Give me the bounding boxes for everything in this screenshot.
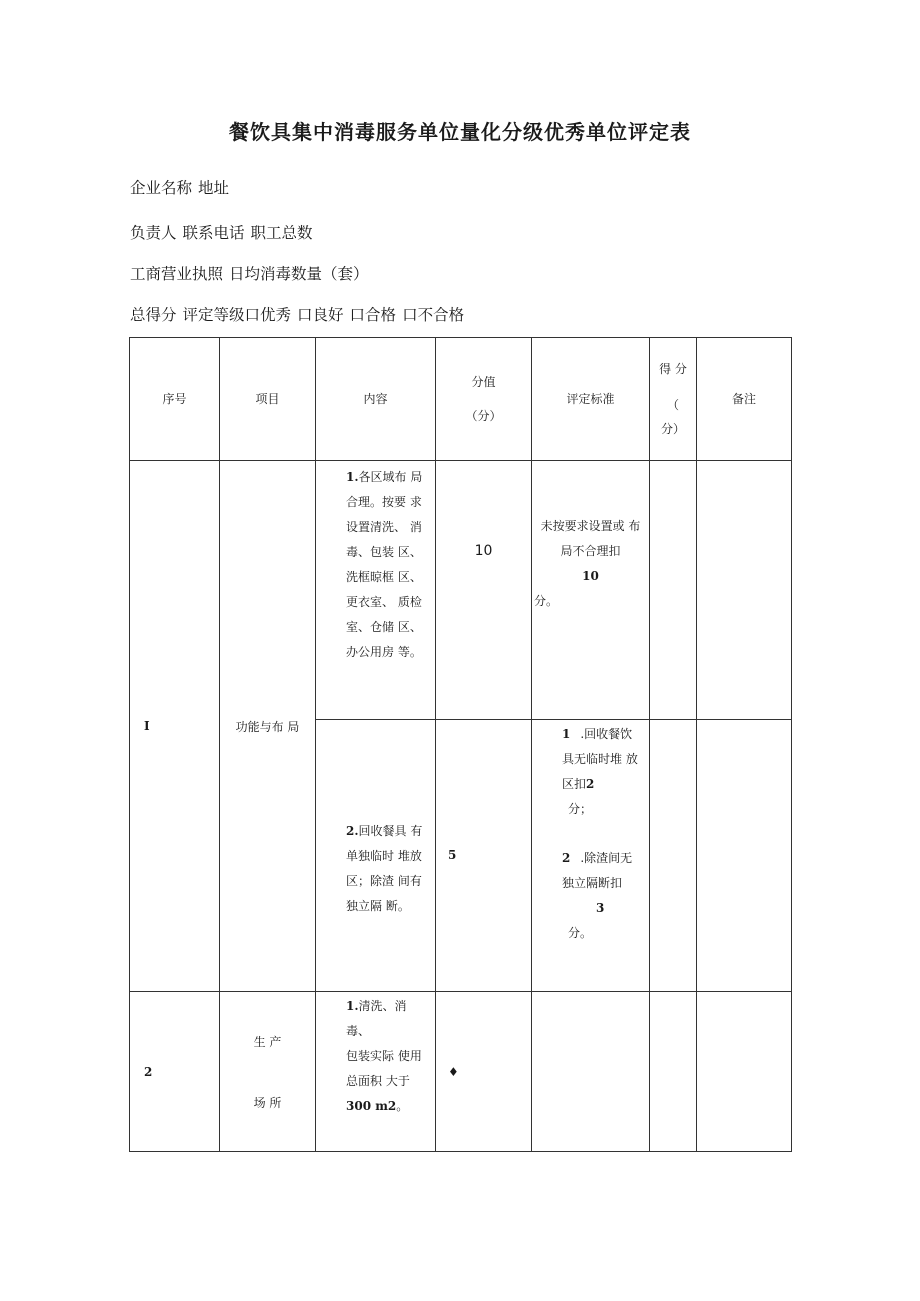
criteria-tail: 分。 (568, 926, 593, 940)
content-lines (346, 819, 433, 919)
header-seq: 序号 (130, 338, 220, 461)
row-seq-text: 2 (144, 1064, 153, 1079)
criteria-line: 未按要求设置或 布 (540, 519, 641, 533)
row-item (220, 461, 316, 992)
criteria-points: 10 (582, 569, 599, 583)
info-line-grade (130, 303, 470, 325)
label-staff-count: 职工总数 (250, 224, 313, 242)
row-content (316, 992, 436, 1152)
criteria-text: .除渣间无 (580, 851, 633, 865)
row-item (220, 992, 316, 1152)
row-score-got (650, 461, 697, 720)
row-criteria (532, 461, 650, 720)
info-line-company (130, 176, 235, 198)
label-person-in-charge: 负责人 (130, 224, 177, 242)
content-line: 洗框晾框 区、 (346, 570, 422, 584)
row-score (436, 992, 532, 1152)
table-row (130, 461, 792, 720)
content-line: 单独临时 堆放 (346, 848, 422, 863)
row-score (436, 461, 532, 720)
row-remark (697, 461, 792, 720)
header-score-value-unit: （分） (465, 409, 502, 423)
criteria-text: 区扣 (562, 777, 587, 791)
grade-fail-option: 口不合格 (402, 306, 465, 324)
row-score-got (650, 992, 697, 1152)
criteria-points: 3 (596, 901, 605, 915)
content-line: 毒、包装 区、 (346, 545, 422, 559)
header-score-value-label: 分值 (471, 375, 496, 389)
header-item: 项目 (220, 338, 316, 461)
content-line: 室、仓储 区、 (346, 620, 422, 634)
row-content (316, 461, 436, 720)
row-score-got (650, 720, 697, 992)
content-lines (346, 994, 433, 1119)
header-score-value (436, 338, 532, 461)
content-line: 总面积 大于 (346, 1074, 410, 1088)
row-seq (130, 992, 220, 1152)
criteria-text: .回收餐饮 (580, 727, 633, 741)
diamond-icon: ♦ (448, 1064, 459, 1079)
content-line: 清洗、消 毒、 (346, 999, 407, 1038)
row-criteria (532, 720, 650, 992)
row-item-text: 功能与布 局 (235, 719, 300, 734)
criteria-line: 局不合理扣 (560, 544, 621, 558)
criteria-line: 独立隔断扣 (562, 876, 623, 890)
header-score-got-paren: （ (666, 398, 679, 412)
page-title: 餐饮具集中消毒服务单位量化分级优秀单位评定表 (229, 120, 691, 144)
content-line: 办公用房 等。 (346, 645, 422, 659)
info-line-license (130, 262, 375, 284)
grade-pass-option: 口合格 (349, 306, 397, 324)
grade-good-option: 口良好 (297, 306, 344, 324)
criteria-line (562, 846, 647, 871)
label-phone: 联系电话 (182, 224, 245, 242)
label-company-name: 企业名称 (130, 179, 193, 197)
header-content: 内容 (316, 338, 436, 461)
row-content (316, 720, 436, 992)
row-remark (697, 720, 792, 992)
header-criteria: 评定标准 (532, 338, 650, 461)
table-header-row (130, 338, 792, 461)
criteria-line (562, 772, 647, 797)
content-line: 设置清洗、 消 (346, 520, 422, 534)
evaluation-table (129, 337, 792, 1152)
row-seq (130, 461, 220, 992)
criteria-tail: 分； (568, 802, 593, 816)
label-business-license: 工商营业执照 (130, 265, 224, 283)
criteria-line (562, 722, 647, 747)
criteria-points: 2 (586, 777, 595, 791)
info-line-contact (130, 221, 319, 243)
row-seq-text: I (144, 719, 150, 733)
row-criteria (532, 992, 650, 1152)
row-score-text: 10 (474, 543, 493, 559)
content-area-value: 300 m2 (346, 1099, 397, 1113)
criteria-num: 1 (562, 727, 571, 741)
row-item-line: 场 所 (253, 1095, 282, 1110)
criteria-tail: 分。 (534, 594, 559, 608)
content-num: 1. (346, 470, 359, 484)
grade-excellent-option: 评定等级口优秀 (182, 306, 292, 324)
content-line: 各区域布 局 (358, 470, 423, 484)
content-line: 包装实际 使用 (346, 1049, 422, 1063)
content-tail: 。 (396, 1099, 409, 1113)
table-row (130, 992, 792, 1152)
content-line: 回收餐具 有 (358, 823, 423, 838)
content-line: 独立隔 断。 (346, 898, 410, 913)
label-total-score: 总得分 (130, 306, 177, 324)
header-remark: 备注 (697, 338, 792, 461)
content-lines (346, 465, 433, 665)
criteria-line: 具无临时堆 放 (562, 752, 638, 766)
header-score-got-unit: 分） (660, 422, 685, 436)
content-line: 合理。按要 求 (346, 495, 422, 509)
header-score-got-label: 得 分 (659, 362, 687, 376)
row-item-line: 生 产 (253, 1034, 282, 1049)
label-address: 地址 (198, 179, 230, 197)
row-score-text: 5 (448, 847, 457, 862)
content-line: 区；除渣 间有 (346, 873, 422, 888)
content-num: 1. (346, 999, 359, 1013)
content-line: 更衣室、 质检 (346, 595, 422, 609)
header-score-got (650, 338, 697, 461)
criteria-num: 2 (562, 851, 571, 865)
label-daily-volume: 日均消毒数量（套） (229, 265, 369, 283)
content-num: 2. (346, 823, 359, 838)
row-score (436, 720, 532, 992)
row-remark (697, 992, 792, 1152)
